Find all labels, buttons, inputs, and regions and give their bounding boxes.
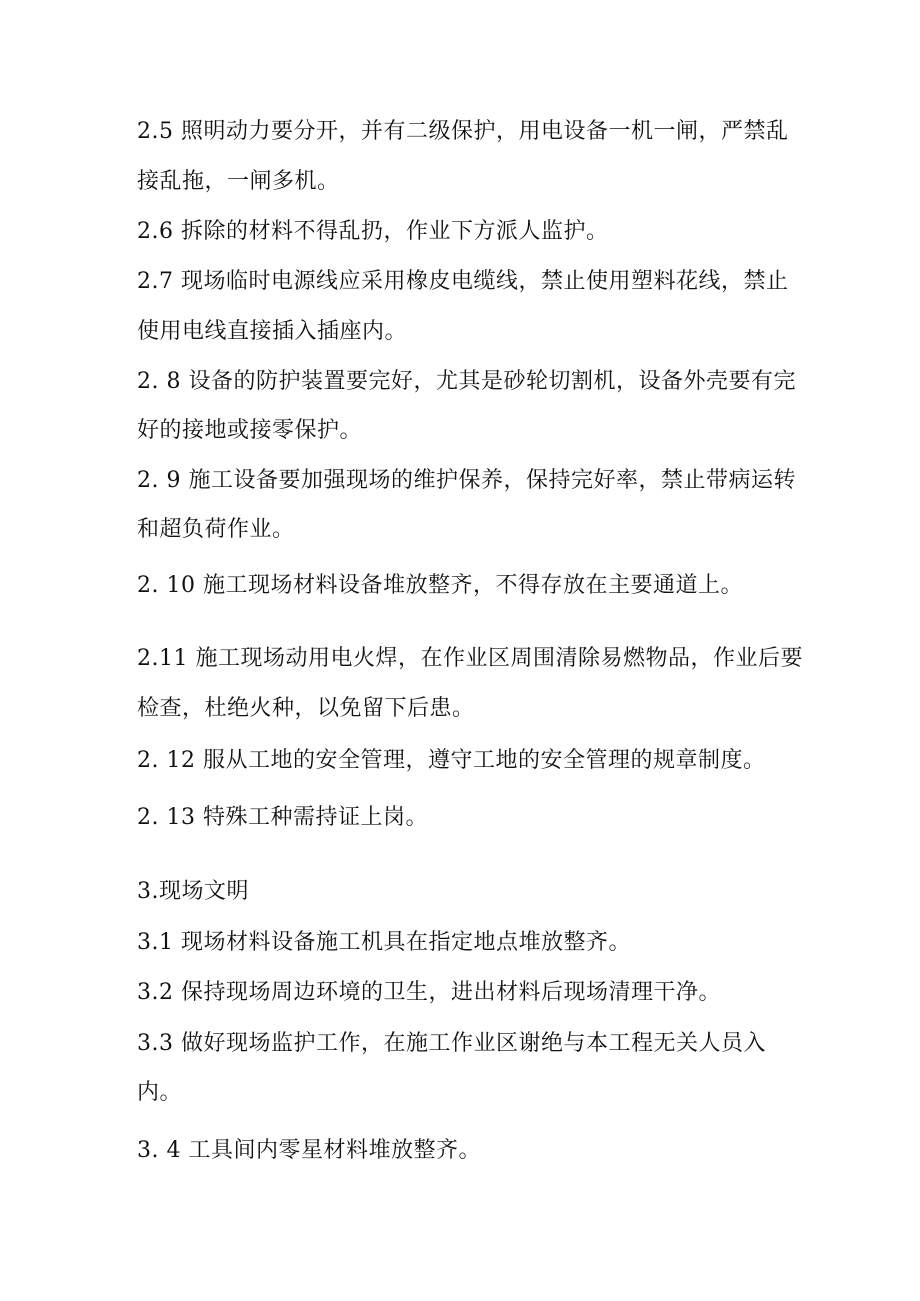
text-line: 2.11 施工现场动用电火焊，在作业区周围清除易燃物品，作业后要 xyxy=(137,646,803,671)
text-line: 2. 9 施工设备要加强现场的维护保养，保持完好率，禁止带病运转 xyxy=(137,468,796,493)
section-heading: 3.现场文明 xyxy=(137,879,249,904)
text-line: 好的接地或接零保护。 xyxy=(137,418,363,443)
text-line: 使用电线直接插入插座内。 xyxy=(137,319,408,344)
text-line: 2. 8 设备的防护装置要完好，尤其是砂轮切割机，设备外壳要有完 xyxy=(137,369,796,394)
text-line: 3.1 现场材料设备施工机具在指定地点堆放整齐。 xyxy=(137,930,631,955)
text-line: 接乱拖，一闸多机。 xyxy=(137,169,340,194)
text-line: 2. 10 施工现场材料设备堆放整齐，不得存放在主要通道上。 xyxy=(137,573,743,598)
text-line: 检查，杜绝火种，以免留下后患。 xyxy=(137,696,475,721)
text-line: 3.3 做好现场监护工作，在施工作业区谢绝与本工程无关人员入 xyxy=(137,1031,766,1056)
text-line: 3. 4 工具间内零星材料堆放整齐。 xyxy=(137,1138,481,1163)
text-line: 2. 13 特殊工种需持证上岗。 xyxy=(137,805,428,830)
text-line: 2.6 拆除的材料不得乱扔，作业下方派人监护。 xyxy=(137,219,609,244)
text-line: 2.5 照明动力要分开，并有二级保护，用电设备一机一闸，严禁乱 xyxy=(137,119,789,144)
text-line: 3.2 保持现场周边环境的卫生，进出材料后现场清理干净。 xyxy=(137,980,721,1005)
text-line: 2.7 现场临时电源线应采用橡皮电缆线，禁止使用塑料花线，禁止 xyxy=(137,269,789,294)
text-line: 内。 xyxy=(137,1080,183,1105)
text-line: 和超负荷作业。 xyxy=(137,517,295,542)
text-line: 2. 12 服从工地的安全管理，遵守工地的安全管理的规章制度。 xyxy=(137,748,766,773)
